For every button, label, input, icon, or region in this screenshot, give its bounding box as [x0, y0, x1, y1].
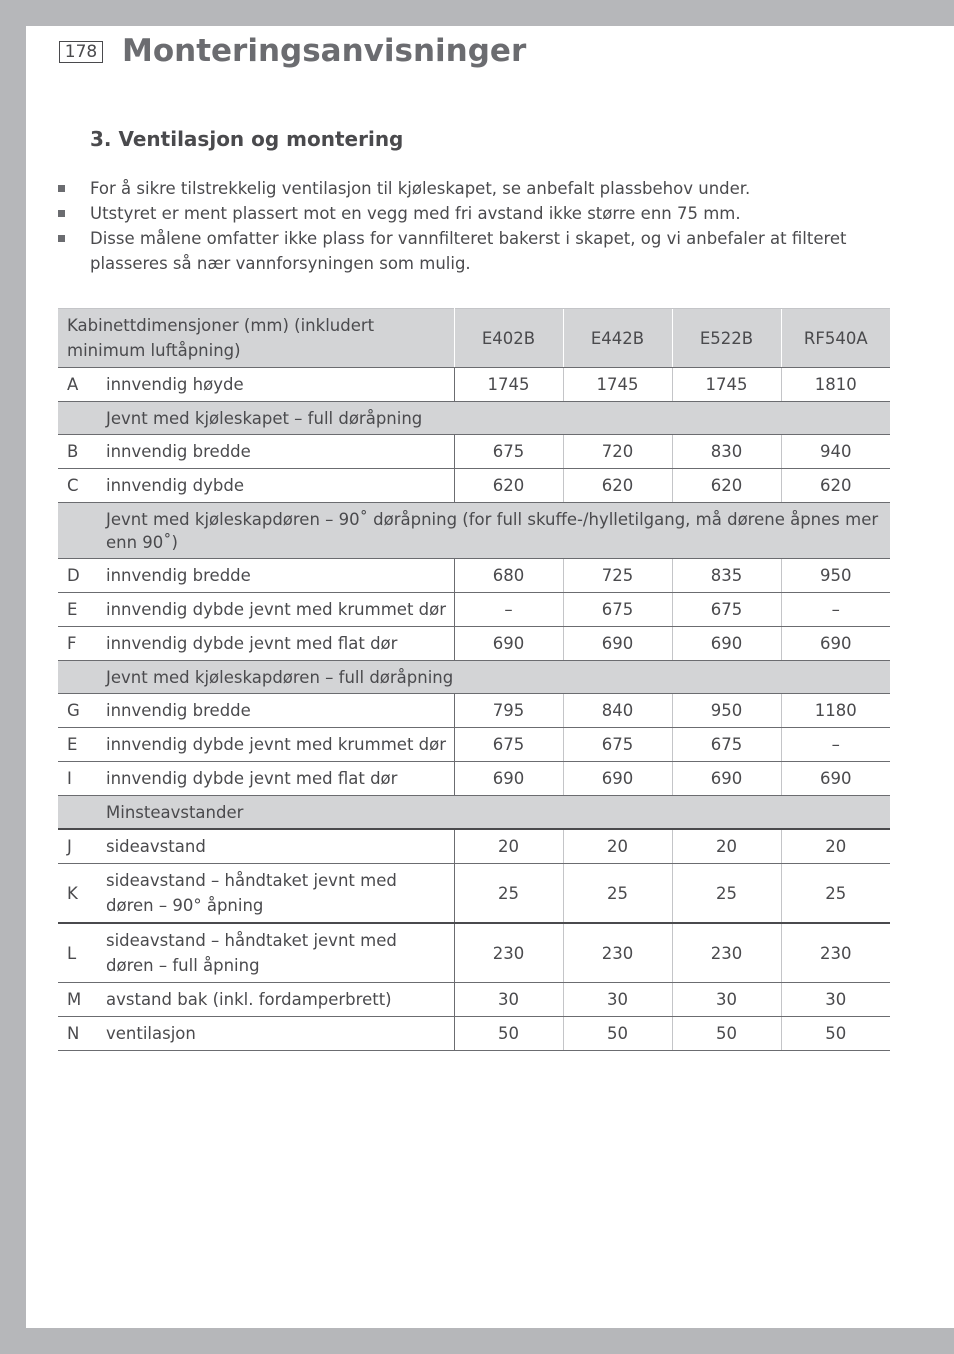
row-value: 840 [563, 694, 672, 728]
row-value: 690 [454, 627, 563, 661]
row-value: 230 [781, 923, 890, 983]
bullet-square-icon [58, 185, 65, 192]
row-value: 50 [563, 1017, 672, 1051]
row-description: innvendig dybde jevnt med flat dør [106, 627, 454, 661]
bullet-text: For å sikre tilstrekkelig ventilasjon til kjøleskapet, se anbefalt plassbehov under. [90, 179, 751, 198]
row-value: 720 [563, 435, 672, 469]
row-value: 940 [781, 435, 890, 469]
row-value: 30 [454, 983, 563, 1017]
row-value: – [781, 593, 890, 627]
row-value: 620 [563, 469, 672, 503]
row-letter: B [58, 435, 106, 469]
row-value: 1745 [563, 368, 672, 402]
table-subheader-row [58, 503, 890, 559]
table-row [58, 368, 890, 402]
row-value: 690 [563, 627, 672, 661]
table-header-model: E442B [563, 309, 672, 368]
bullet-item [58, 226, 858, 276]
table-row [58, 627, 890, 661]
table-row [58, 762, 890, 796]
row-description: innvendig bredde [106, 435, 454, 469]
row-value: 1745 [672, 368, 781, 402]
row-value: 20 [781, 829, 890, 864]
table-row [58, 559, 890, 593]
row-value: 690 [781, 762, 890, 796]
row-value: 1745 [454, 368, 563, 402]
row-value: 675 [672, 593, 781, 627]
row-letter: A [58, 368, 106, 402]
row-description: innvendig høyde [106, 368, 454, 402]
table-subheader-label: Jevnt med kjøleskapdøren – full døråpning [58, 661, 890, 694]
row-value: 30 [672, 983, 781, 1017]
row-value: 230 [563, 923, 672, 983]
table-subheader-label: Jevnt med kjøleskapdøren – 90˚ døråpning (for full skuffe-/hylletilgang, må dørene åpnes mer enn 90˚) [58, 503, 890, 559]
row-description: ventilasjon [106, 1017, 454, 1051]
row-letter: I [58, 762, 106, 796]
row-letter: M [58, 983, 106, 1017]
table-header-description: Kabinettdimensjoner (mm) (inkludert minimum luftåpning) [58, 309, 454, 368]
row-description: innvendig dybde [106, 469, 454, 503]
row-value: 680 [454, 559, 563, 593]
row-value: 690 [781, 627, 890, 661]
row-letter: J [58, 829, 106, 864]
row-value: 50 [454, 1017, 563, 1051]
table-header-model: E402B [454, 309, 563, 368]
row-description: innvendig dybde jevnt med krummet dør [106, 593, 454, 627]
dimensions-table [58, 308, 890, 1051]
row-value: 690 [672, 762, 781, 796]
row-value: 675 [454, 728, 563, 762]
table-subheader-label: Minsteavstander [58, 796, 890, 830]
bullet-square-icon [58, 210, 65, 217]
bullet-item [58, 201, 858, 226]
row-value: 725 [563, 559, 672, 593]
row-value: 30 [781, 983, 890, 1017]
row-value: 620 [781, 469, 890, 503]
row-description: avstand bak (inkl. fordamperbrett) [106, 983, 454, 1017]
row-value: 230 [672, 923, 781, 983]
row-value: 30 [563, 983, 672, 1017]
row-value: 50 [672, 1017, 781, 1051]
row-letter: E [58, 728, 106, 762]
row-description: innvendig dybde jevnt med flat dør [106, 762, 454, 796]
row-value: 20 [563, 829, 672, 864]
table-row [58, 435, 890, 469]
table-subheader-label: Jevnt med kjøleskapet – full døråpning [58, 402, 890, 435]
row-value: 25 [563, 864, 672, 924]
document-page [26, 26, 954, 1328]
table-header-model: E522B [672, 309, 781, 368]
row-value: 690 [672, 627, 781, 661]
row-value: 690 [563, 762, 672, 796]
row-description: innvendig bredde [106, 559, 454, 593]
row-value: 950 [781, 559, 890, 593]
row-value: 20 [672, 829, 781, 864]
row-value: 1810 [781, 368, 890, 402]
row-letter: C [58, 469, 106, 503]
table-row [58, 983, 890, 1017]
row-value: 675 [563, 728, 672, 762]
row-letter: G [58, 694, 106, 728]
table-subheader-row [58, 402, 890, 435]
row-letter: K [58, 864, 106, 924]
row-value: 950 [672, 694, 781, 728]
row-description: sideavstand – håndtaket jevnt med døren – 90° åpning [106, 864, 454, 924]
row-value: – [781, 728, 890, 762]
row-value: 675 [454, 435, 563, 469]
bullet-text: Disse målene omfatter ikke plass for vannfilteret bakerst i skapet, og vi anbefaler at filteret plasseres så nær vannforsyningen som mulig. [90, 229, 847, 273]
row-value: 795 [454, 694, 563, 728]
table-row [58, 829, 890, 864]
table-body [58, 368, 890, 1051]
table-row [58, 923, 890, 983]
table-row [58, 694, 890, 728]
row-letter: E [58, 593, 106, 627]
row-value: 50 [781, 1017, 890, 1051]
row-value: 230 [454, 923, 563, 983]
row-letter: F [58, 627, 106, 661]
bullet-list [58, 176, 858, 276]
table-row [58, 469, 890, 503]
row-value: 1180 [781, 694, 890, 728]
row-value: 25 [454, 864, 563, 924]
bullet-text: Utstyret er ment plassert mot en vegg med fri avstand ikke større enn 75 mm. [90, 204, 741, 223]
table-subheader-row [58, 661, 890, 694]
row-value: 620 [454, 469, 563, 503]
row-value: 835 [672, 559, 781, 593]
row-description: sideavstand [106, 829, 454, 864]
row-value: 620 [672, 469, 781, 503]
row-value: 830 [672, 435, 781, 469]
row-description: sideavstand – håndtaket jevnt med døren – full åpning [106, 923, 454, 983]
table-row [58, 864, 890, 924]
table-row [58, 593, 890, 627]
row-description: innvendig bredde [106, 694, 454, 728]
section-heading: 3. Ventilasjon og montering [90, 127, 404, 151]
table-row [58, 728, 890, 762]
row-value: 675 [672, 728, 781, 762]
row-value: – [454, 593, 563, 627]
table-row [58, 1017, 890, 1051]
bullet-square-icon [58, 235, 65, 242]
row-value: 20 [454, 829, 563, 864]
row-description: innvendig dybde jevnt med krummet dør [106, 728, 454, 762]
page-title: Monteringsanvisninger [122, 33, 527, 69]
row-value: 675 [563, 593, 672, 627]
row-value: 25 [781, 864, 890, 924]
table-header-model: RF540A [781, 309, 890, 368]
row-letter: N [58, 1017, 106, 1051]
page-number: 178 [59, 41, 103, 63]
bullet-item [58, 176, 858, 201]
table-subheader-row [58, 796, 890, 830]
table-header-row [58, 309, 890, 368]
row-letter: D [58, 559, 106, 593]
row-value: 690 [454, 762, 563, 796]
row-value: 25 [672, 864, 781, 924]
row-letter: L [58, 923, 106, 983]
